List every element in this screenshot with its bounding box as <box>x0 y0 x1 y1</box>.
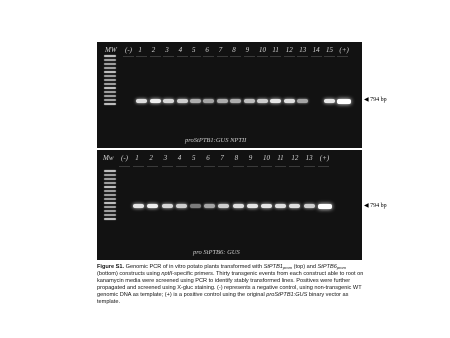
pcr-band <box>204 204 215 208</box>
gel-well <box>176 166 187 167</box>
pcr-band <box>177 99 188 103</box>
ladder-band <box>104 210 116 212</box>
pcr-band <box>190 99 201 103</box>
ladder-band <box>104 95 116 97</box>
gel-well <box>217 56 228 57</box>
gel-well <box>244 56 255 57</box>
ladder-band <box>104 186 116 188</box>
size-marker-top <box>364 96 387 103</box>
lane-label: 6 <box>205 46 209 54</box>
marker-lane-label: Mw <box>103 154 114 162</box>
lane-label: 11 <box>272 46 279 54</box>
ladder-band <box>104 103 116 105</box>
lane-label: 7 <box>218 46 223 54</box>
ladder-band <box>104 59 116 61</box>
pcr-band <box>162 204 173 208</box>
size-marker-bottom <box>364 202 387 209</box>
figure-caption <box>97 264 365 307</box>
pcr-band <box>147 204 158 208</box>
lane-label: 2 <box>151 46 156 54</box>
ladder-band <box>104 99 116 101</box>
gel-caption-bottom: pro StPTB6: GUS <box>193 249 240 256</box>
pcr-band <box>275 204 286 208</box>
gel-image-top <box>97 42 362 148</box>
gel-caption-top: proStPTB1:GUS NPTII <box>185 137 247 144</box>
gel-well <box>218 166 229 167</box>
pcr-band <box>257 99 268 103</box>
pcr-band <box>150 99 161 103</box>
gene-name: StPTB6 <box>317 264 337 270</box>
gel-well <box>297 56 308 57</box>
pcr-band <box>133 204 144 208</box>
gel-well <box>337 56 348 57</box>
gel-well <box>247 166 258 167</box>
pcr-band <box>190 204 201 208</box>
lane-label: 9 <box>248 154 253 162</box>
lane-label: 4 <box>178 46 183 54</box>
pcr-band <box>163 99 174 103</box>
lane-label: 7 <box>220 154 224 162</box>
ladder-band <box>104 75 116 77</box>
gel-well <box>136 56 147 57</box>
gel-well <box>133 166 144 167</box>
ladder-band <box>104 79 116 81</box>
ladder-band <box>104 174 116 176</box>
pcr-band <box>247 204 258 208</box>
pcr-band <box>318 204 332 209</box>
lane-label: 4 <box>177 154 182 162</box>
ladder-band <box>104 63 116 65</box>
lane-label: 2 <box>149 154 153 162</box>
lane-label: (-) <box>125 46 132 54</box>
ladder-band <box>104 202 116 204</box>
lane-label: 15 <box>326 46 333 54</box>
gel-image-bottom <box>97 150 362 260</box>
lane-label: 5 <box>192 154 196 162</box>
lane-label: 8 <box>232 46 236 54</box>
gel-well <box>119 166 130 167</box>
gel-well <box>150 56 161 57</box>
gel-well <box>275 166 286 167</box>
lane-label: 3 <box>165 46 169 54</box>
ladder-band <box>104 170 116 172</box>
gel-well <box>311 56 322 57</box>
ladder-band <box>104 55 116 57</box>
ladder-band <box>104 194 116 196</box>
pcr-band <box>244 99 255 103</box>
pcr-band <box>337 99 351 104</box>
gel-well <box>233 166 244 167</box>
ladder-band <box>104 87 116 89</box>
lane-label: 12 <box>291 154 299 162</box>
gel-well <box>230 56 241 57</box>
lane-label: 10 <box>259 46 266 54</box>
ladder-band <box>104 67 116 69</box>
ladder-band <box>104 206 116 208</box>
caption-text: (top) and <box>292 264 318 270</box>
lane-label: 13 <box>299 46 307 54</box>
gel-well <box>261 166 272 167</box>
arrow-left-icon: ◀ <box>364 97 369 103</box>
lane-label: 11 <box>277 154 284 162</box>
lane-label: 10 <box>263 154 270 162</box>
pcr-band <box>324 99 335 103</box>
lane-label: 1 <box>135 154 139 162</box>
lane-label: (+) <box>339 46 349 54</box>
pcr-band <box>230 99 241 103</box>
lane-label: 9 <box>245 46 250 54</box>
gel-well <box>318 166 329 167</box>
pcr-band <box>297 99 308 103</box>
pcr-band <box>233 204 244 208</box>
lane-label: (-) <box>121 154 128 162</box>
pcr-band <box>203 99 214 103</box>
gene-name: StPTB1 <box>263 264 283 270</box>
gel-well <box>147 166 158 167</box>
gel-well <box>123 56 134 57</box>
figure-label: Figure S1. <box>97 264 125 270</box>
pcr-band <box>136 99 147 103</box>
lane-label: 3 <box>163 154 168 162</box>
gel-well <box>162 166 173 167</box>
lane-label: 6 <box>206 154 210 162</box>
gel-well <box>203 56 214 57</box>
ladder-band <box>104 182 116 184</box>
pcr-band <box>284 99 295 103</box>
ladder-band <box>104 91 116 93</box>
gel-well <box>163 56 174 57</box>
ladder-band <box>104 218 116 220</box>
lane-label: 14 <box>312 46 320 54</box>
gel-well <box>190 166 201 167</box>
caption-text: (bottom) constructs using <box>97 271 162 278</box>
pcr-band <box>176 204 187 208</box>
size-marker-top-label: 794 bp <box>370 97 387 103</box>
pcr-band <box>217 99 228 103</box>
gene-name: nptII <box>161 271 173 278</box>
lane-label: 1 <box>138 46 142 54</box>
ladder-band <box>104 198 116 200</box>
ladder-band <box>104 178 116 180</box>
pcr-band <box>289 204 300 208</box>
pcr-band <box>218 204 229 208</box>
arrow-left-icon: ◀ <box>364 203 369 209</box>
gene-subscript: prom <box>282 265 293 270</box>
marker-lane-label: MW <box>105 46 117 54</box>
ladder-band <box>104 83 116 85</box>
caption-text: Genomic PCR of in vitro potato plants transformed with <box>124 264 264 270</box>
caption-text: -specific primers. Thirty transgenic events from each construct able to root on kanamycin media were screened using PCR to identify stably transformed lines. Positives were further propagated and screened using X-gluc staining. (-) represents a negative control, using non-transgenic WT genomic DNA as template; (+) is a positive control using the original <box>97 271 364 299</box>
size-marker-bottom-label: 794 bp <box>370 203 387 209</box>
gel-well <box>289 166 300 167</box>
ladder-band <box>104 71 116 73</box>
lane-label: 8 <box>234 154 239 162</box>
gel-well <box>190 56 201 57</box>
lane-label: 13 <box>305 154 313 162</box>
ladder-band <box>104 190 116 192</box>
gel-well <box>177 56 188 57</box>
lane-label: (+) <box>319 154 330 162</box>
gel-well <box>284 56 295 57</box>
gene-name: proStPTB1:GUS <box>266 292 308 299</box>
gel-well <box>324 56 335 57</box>
gel-well <box>257 56 268 57</box>
pcr-band <box>270 99 281 103</box>
gel-well <box>204 166 215 167</box>
gel-well <box>304 166 315 167</box>
pcr-band <box>261 204 272 208</box>
lane-label: 12 <box>285 46 293 54</box>
lane-label: 5 <box>192 46 196 54</box>
ladder-band <box>104 214 116 216</box>
pcr-band <box>304 204 315 208</box>
gel-well <box>270 56 281 57</box>
caption-text: binary vector as template. <box>97 292 349 306</box>
gene-subscript: prom <box>336 265 346 270</box>
